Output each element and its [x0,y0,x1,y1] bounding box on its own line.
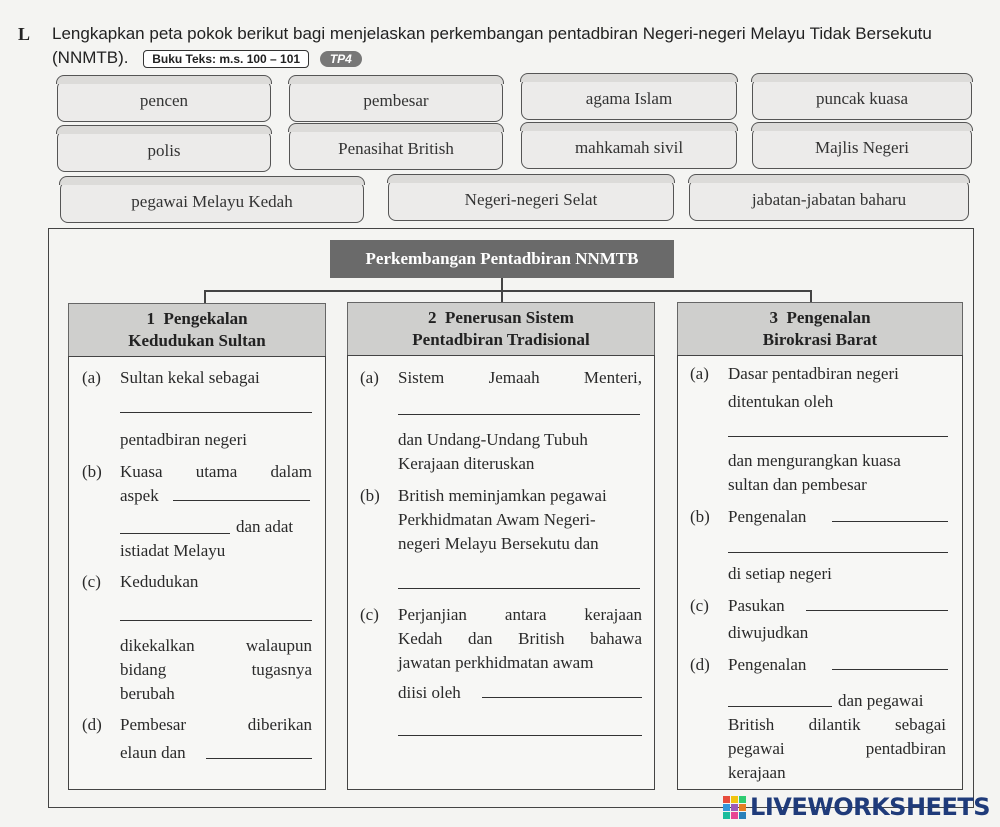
word-card-label: Majlis Negeri [815,138,909,157]
answer-blank-1b-2[interactable] [120,533,230,534]
answer-blank-1d[interactable] [206,758,312,759]
answer-blank-1a[interactable] [120,412,312,413]
col1-c-text: bidang tugasnya [120,660,312,679]
column-1-heading-line2: Kedudukan Sultan [128,331,266,350]
col2-c-text: Perjanjian antara kerajaan [398,605,642,624]
answer-blank-3b-2[interactable] [728,552,948,553]
question-instruction [52,22,982,70]
item-label: (c) [360,605,379,624]
answer-blank-2a[interactable] [398,414,640,415]
answer-blank-1b[interactable] [173,500,310,501]
word-card[interactable] [289,80,503,122]
word-card[interactable] [388,179,674,221]
col1-c-text: berubah [120,684,175,703]
col1-a-text: pentadbiran negeri [120,430,247,449]
col3-d-text: Pengenalan [728,655,807,674]
connector-line [501,278,503,290]
tree-map-title: Perkembangan Pentadbiran NNMTB [330,240,674,278]
col2-b-text: Perkhidmatan Awam Negeri- [398,510,596,529]
col2-a-text: Sistem Jemaah Menteri, [398,368,642,387]
item-label: (c) [690,596,709,615]
word-card-label: jabatan-jabatan baharu [751,190,907,209]
answer-blank-1c[interactable] [120,620,312,621]
col3-d-text: dan pegawai [838,691,924,710]
answer-blank-2c[interactable] [482,697,642,698]
word-card[interactable] [57,80,271,122]
col3-d-text: kerajaan [728,763,786,782]
column-2-heading [347,302,655,356]
connector-line [204,290,206,304]
word-card[interactable] [57,130,271,172]
col1-c-text: dikekalkan walaupun [120,636,312,655]
word-card[interactable] [752,127,972,169]
column-2-heading-line1: 2 Penerusan Sistem [428,308,574,327]
col3-b-text: Pengenalan [728,507,807,526]
logo-grid-icon [723,796,746,819]
word-card[interactable] [521,127,737,169]
col3-a-text: dan mengurangkan kuasa [728,451,901,470]
column-3-heading [677,302,963,356]
col2-a-text: dan Undang-Undang Tubuh [398,430,588,449]
col2-a-text: Kerajaan diteruskan [398,454,535,473]
word-card-label: pegawai Melayu Kedah [131,192,293,211]
col1-b-text: dan adat [236,517,294,536]
item-label: (d) [82,715,102,734]
col3-a-text: ditentukan oleh [728,392,834,411]
col1-b-text: aspek [120,486,159,505]
col3-d-text: British dilantik sebagai [728,715,946,734]
col1-c-text: Kedudukan [120,572,199,591]
column-3-heading-line1: 3 Pengenalan [769,308,871,327]
item-label: (a) [690,364,709,383]
word-card-label: pencen [139,91,189,110]
textbook-reference: Buku Teks: m.s. 100 – 101 [143,50,309,68]
brand-name: LIVEWORKSHEETS [750,793,990,821]
answer-blank-3d[interactable] [832,669,948,670]
word-card[interactable] [60,181,364,223]
column-3-heading-line2: Birokrasi Barat [762,330,878,349]
word-card[interactable] [521,78,737,120]
column-2-heading-line2: Pentadbiran Tradisional [412,330,590,349]
question-letter: L [18,24,31,44]
word-card-label: Penasihat British [338,139,454,158]
col2-c-text: diisi oleh [398,683,461,702]
answer-blank-3b[interactable] [832,521,948,522]
col1-a-text: Sultan kekal sebagai [120,368,260,387]
col2-b-text: negeri Melayu Bersekutu dan [398,534,599,553]
word-card[interactable] [289,128,503,170]
word-card[interactable] [689,179,969,221]
connector-line [204,290,810,292]
answer-blank-2b[interactable] [398,588,640,589]
column-2-body [347,355,655,790]
item-label: (d) [690,655,710,674]
answer-blank-2c-2[interactable] [398,735,642,736]
col1-d-text: elaun dan [120,743,186,762]
col3-a-text: sultan dan pembesar [728,475,867,494]
col3-c-text: Pasukan [728,596,785,615]
item-label: (b) [690,507,710,526]
col1-b-text: Kuasa utama dalam [120,462,312,481]
col2-c-text: Kedah dan British bahawa [398,629,642,648]
word-card-label: puncak kuasa [815,89,909,108]
col2-c-text: jawatan perkhidmatan awam [398,653,594,672]
column-1-heading [68,303,326,357]
col3-d-text: pegawai pentadbiran [728,739,946,758]
instruction-text: Lengkapkan peta pokok berikut bagi menjelaskan perkembangan pentadbiran Negeri-negeri Melayu Tidak Bersekutu (NNMTB). [52,24,932,67]
item-label: (b) [360,486,380,505]
col3-b-text: di setiap negeri [728,564,832,583]
item-label: (a) [82,368,101,387]
col3-a-text: Dasar pentadbiran negeri [728,364,899,383]
col3-c-text: diwujudkan [728,623,809,642]
col1-b-text: istiadat Melayu [120,541,226,560]
word-card-label: mahkamah sivil [574,138,684,157]
answer-blank-3c[interactable] [806,610,948,611]
word-card-label: Negeri-negeri Selat [464,190,598,209]
item-label: (c) [82,572,101,591]
word-card-label: pembesar [363,91,429,110]
liveworksheets-logo [723,793,990,821]
word-card-label: agama Islam [585,89,673,108]
col2-b-text: British meminjamkan pegawai [398,486,607,505]
answer-blank-3d-2[interactable] [728,706,832,707]
tp-badge: TP4 [320,51,362,67]
answer-blank-3a[interactable] [728,436,948,437]
col1-d-text: Pembesar diberikan [120,715,312,734]
word-card[interactable] [752,78,972,120]
item-label: (a) [360,368,379,387]
item-label: (b) [82,462,102,481]
column-1-heading-line1: 1 Pengekalan [146,309,248,328]
word-card-label: polis [147,141,181,160]
